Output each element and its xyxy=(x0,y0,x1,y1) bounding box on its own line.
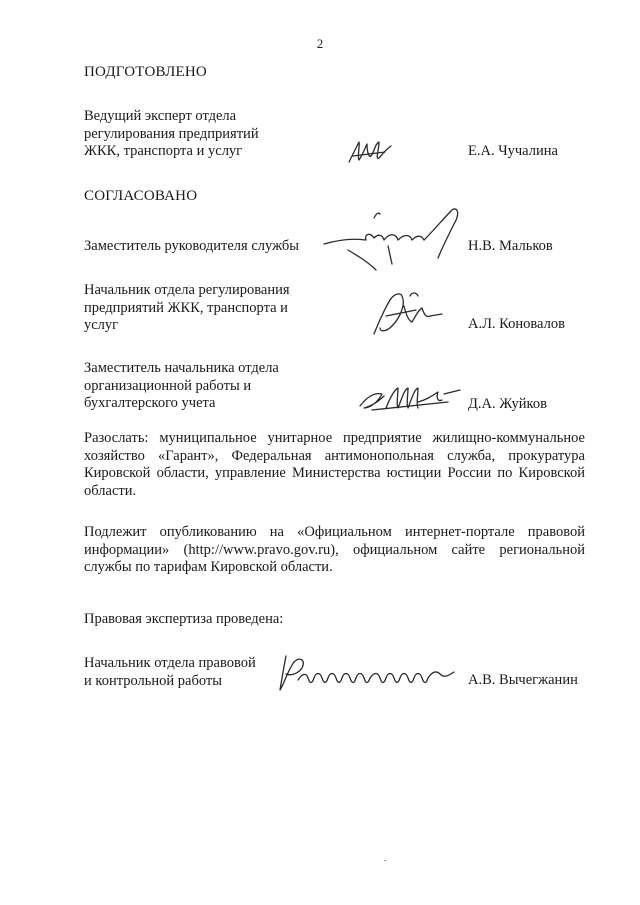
signer-2-position: Начальник отдела регулирования предприятий ЖКК, транспорта и услуг xyxy=(84,282,290,333)
legal-review-position: Начальник отдела правовой и контрольной работы xyxy=(84,655,256,689)
legal-review-signature xyxy=(268,650,464,694)
signer-1-signature xyxy=(318,200,468,280)
signer-1-position: Заместитель руководителя службы xyxy=(84,238,300,254)
prepared-signature xyxy=(345,136,397,166)
prepared-name: Е.А. Чучалина xyxy=(468,143,558,159)
publication-paragraph: Подлежит опубликованию на «Официальном интернет-портале правовой информации» (http://www.pravo.gov.ru), официальном сайте региональной службы по тарифам Кировской области. xyxy=(84,524,585,575)
prepared-heading: ПОДГОТОВЛЕНО xyxy=(84,64,207,80)
signer-1-name: Н.В. Мальков xyxy=(468,238,553,254)
legal-review-name: А.В. Вычегжанин xyxy=(468,672,578,688)
signer-3-name: Д.А. Жуйков xyxy=(468,396,547,412)
signer-3-signature xyxy=(352,380,466,416)
approved-heading: СОГЛАСОВАНО xyxy=(84,188,198,204)
page-number: 2 xyxy=(316,36,324,51)
legal-review-heading: Правовая экспертиза проведена: xyxy=(84,611,284,627)
signer-2-name: А.Л. Коновалов xyxy=(468,316,565,332)
prepared-position: Ведущий эксперт отдела регулирования предприятий ЖКК, транспорта и услуг xyxy=(84,108,259,159)
signer-3-position: Заместитель начальника отдела организационной работы и бухгалтерского учета xyxy=(84,360,279,411)
signer-2-signature xyxy=(366,286,450,340)
scan-speck xyxy=(384,860,386,861)
distribution-paragraph: Разослать: муниципальное унитарное предприятие жилищно-коммунальное хозяйство «Гарант», Федеральная антимонопольная служба, прокуратура Кировской области, управление Министерства юстиции России по Кировской области. xyxy=(84,430,585,499)
